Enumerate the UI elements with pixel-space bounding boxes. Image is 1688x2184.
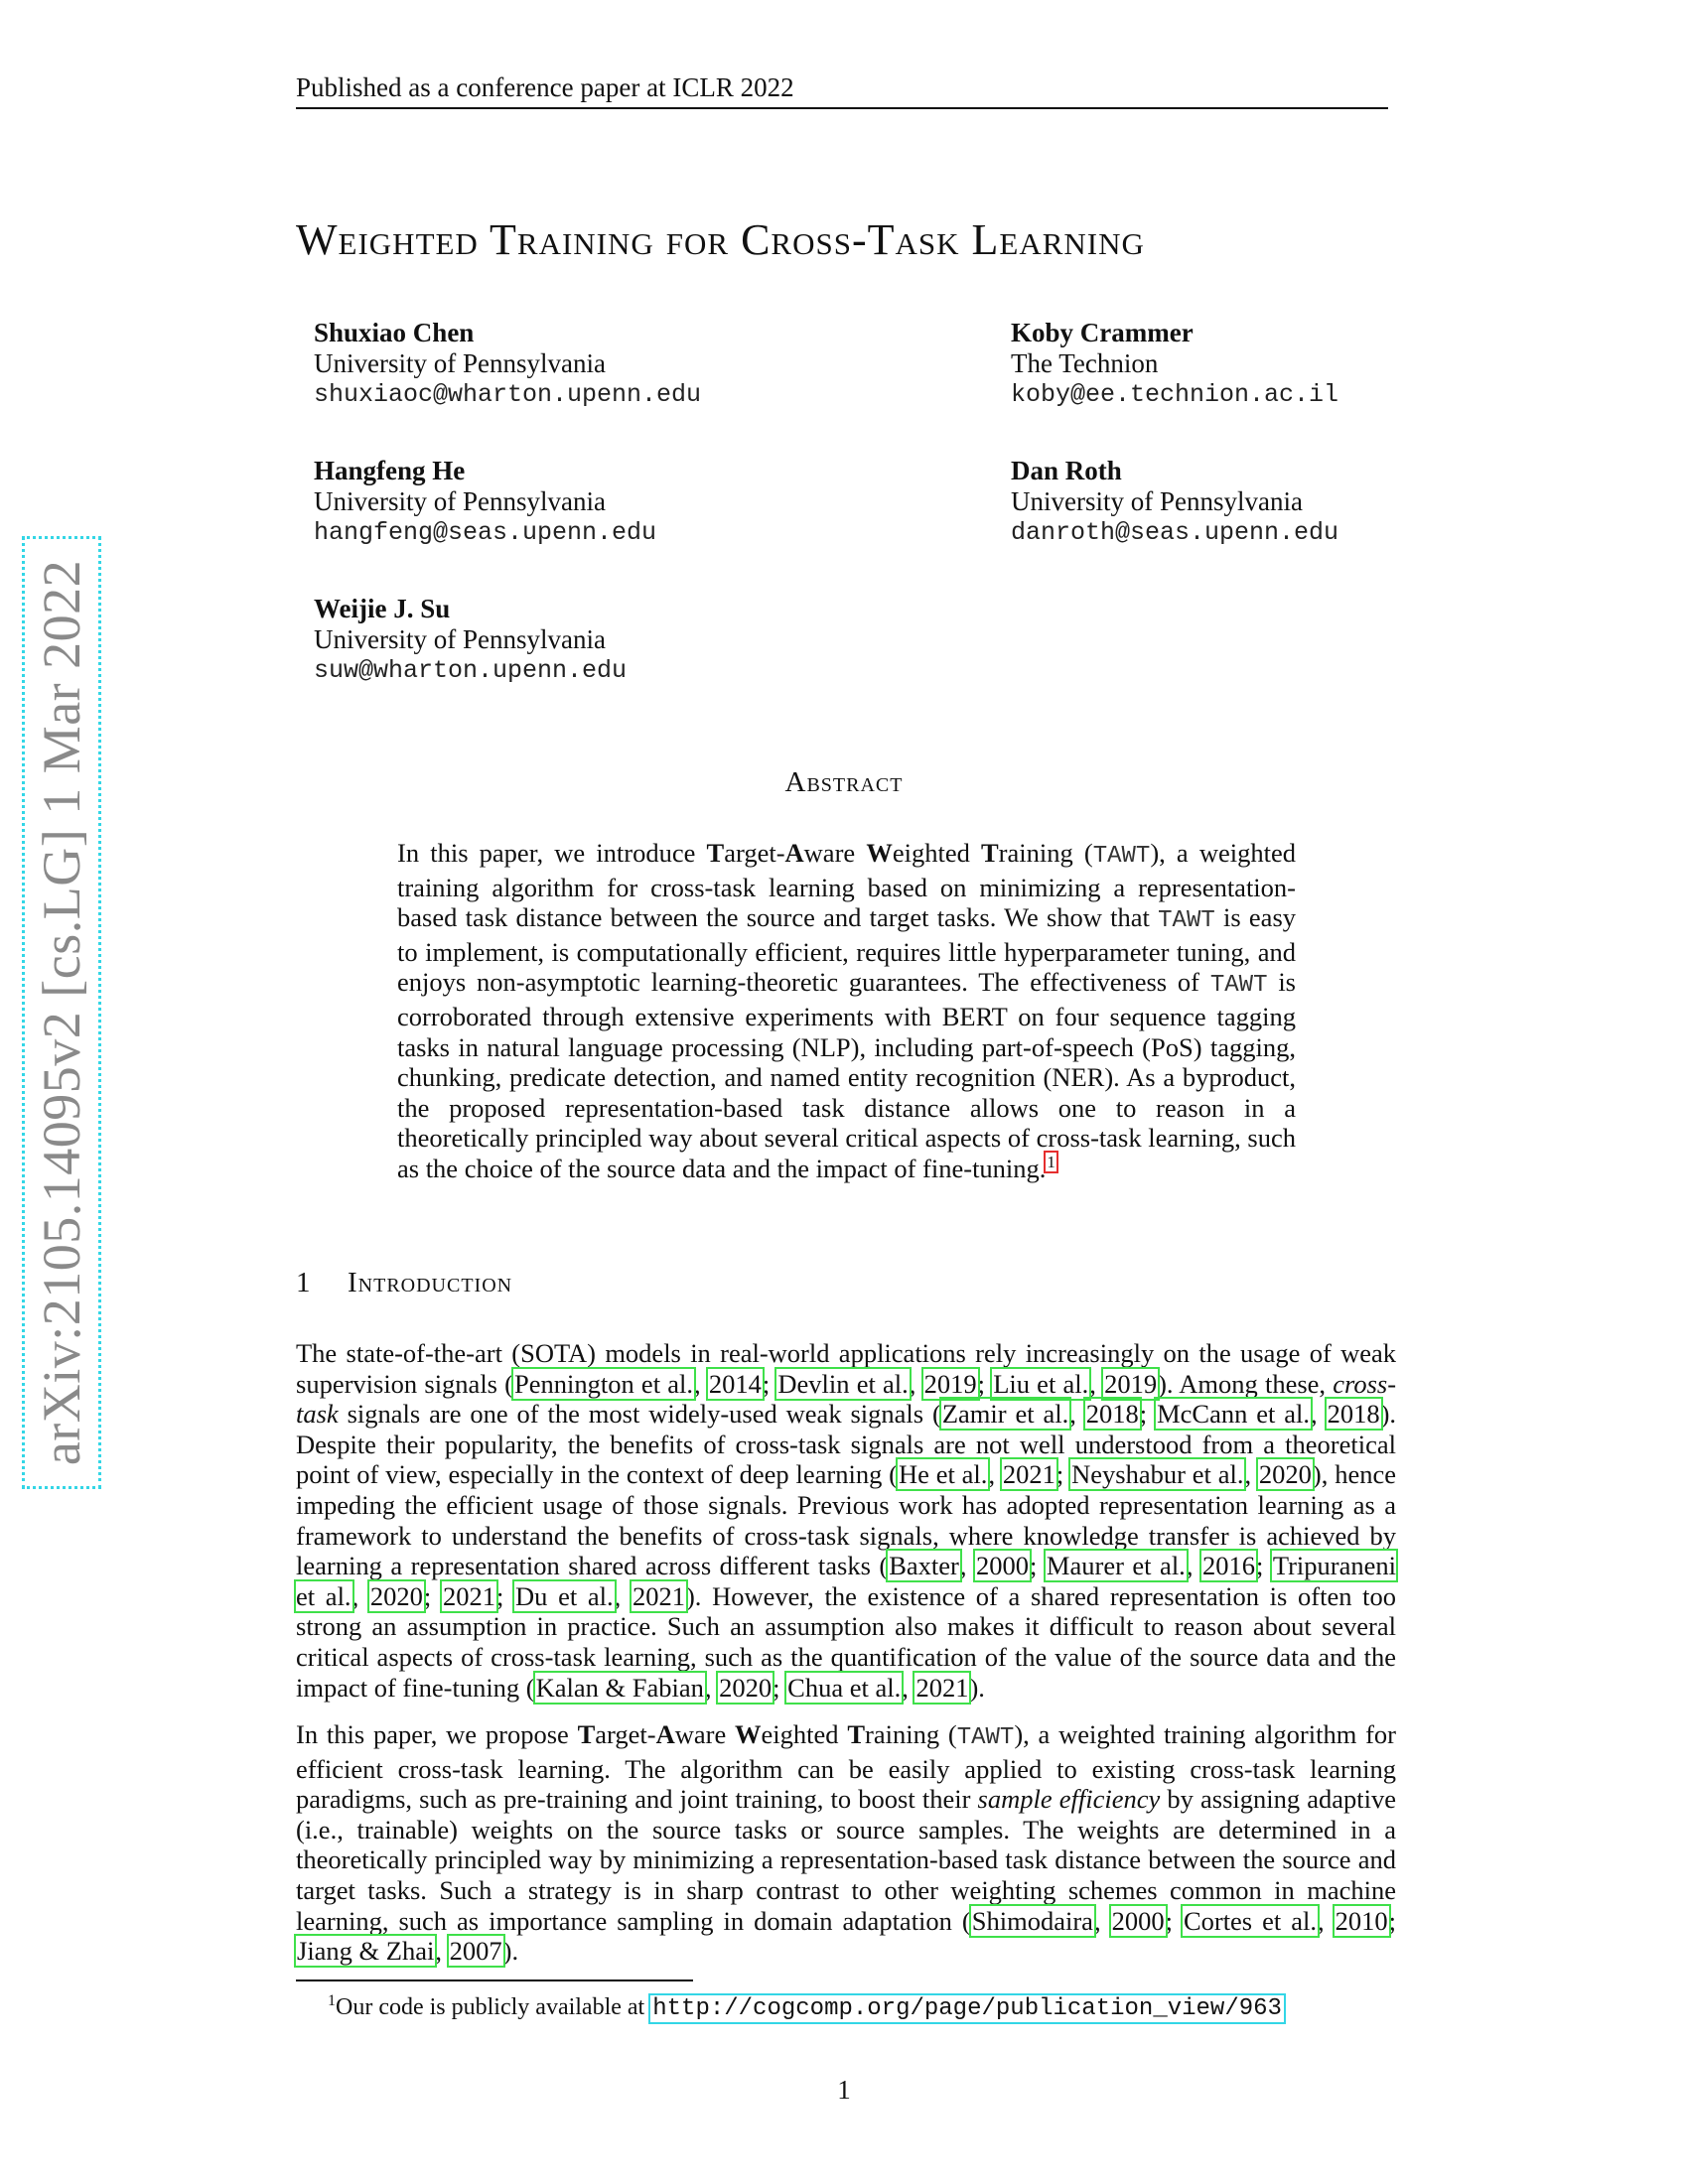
citation-link[interactable]: 2020 bbox=[369, 1580, 423, 1611]
author-name: Weijie J. Su bbox=[314, 594, 451, 623]
author-block bbox=[314, 456, 656, 548]
author-affiliation: The Technion bbox=[1011, 348, 1159, 378]
author-email: hangfeng@seas.upenn.edu bbox=[314, 518, 657, 547]
citation-link[interactable]: Shimodaira bbox=[971, 1905, 1093, 1936]
citation-link[interactable]: 2021 bbox=[442, 1580, 495, 1611]
author-email: shuxiaoc@wharton.upenn.edu bbox=[314, 380, 702, 409]
citation-link[interactable]: 2000 bbox=[976, 1551, 1030, 1581]
citation-link[interactable]: Devlin et al. bbox=[777, 1368, 909, 1399]
citation-link[interactable]: Jiang & Zhai bbox=[297, 1936, 435, 1967]
author-affiliation: University of Pennsylvania bbox=[314, 486, 606, 516]
citation-link[interactable]: Baxter bbox=[889, 1551, 959, 1581]
citation-link[interactable]: Liu et al. bbox=[993, 1368, 1089, 1399]
author-affiliation: University of Pennsylvania bbox=[1011, 486, 1303, 516]
author-affiliation: University of Pennsylvania bbox=[314, 348, 606, 378]
citation-link[interactable]: He et al. bbox=[898, 1459, 988, 1490]
citation-link[interactable]: Maurer et al. bbox=[1046, 1551, 1186, 1581]
arxiv-id: arXiv:2105.14095v2 [cs.LG] 1 Mar 2022 bbox=[32, 559, 92, 1466]
citation-link[interactable]: 2019 bbox=[1104, 1368, 1158, 1399]
section-heading: 1 Introduction bbox=[296, 1267, 513, 1298]
footnote: $^1$Our code is publicly available at http://cogcomp.org/page/publication_view/963 bbox=[328, 1992, 1282, 2022]
citation-link[interactable]: Du et al. bbox=[515, 1580, 614, 1611]
author-block bbox=[1011, 318, 1338, 410]
author-email: danroth@seas.upenn.edu bbox=[1011, 518, 1339, 547]
citation-link[interactable]: Zamir et al. bbox=[941, 1399, 1069, 1430]
citation-link[interactable]: 2014 bbox=[708, 1368, 762, 1399]
paper-title: Weighted Training for Cross-Task Learning bbox=[296, 215, 1145, 264]
citation-link[interactable]: 2019 bbox=[923, 1368, 977, 1399]
citation-link[interactable]: 2000 bbox=[1111, 1905, 1165, 1936]
citation-link[interactable]: 2021 bbox=[915, 1672, 969, 1703]
intro-paragraph-1: The state-of-the-art (SOTA) models in real-world applications rely increasingly on the usage of weak supervision signals (Pennington et al., 2014; Devlin et al., 2019; Liu et al., 2019). Among these, cross-task signals are one of the most widely-used weak signals (Zamir et al., 2018; McCann et al., 2018). Despite their popularity, the benefits of cross-task signals are not well understood from a theoretical point of view, especially in the context of deep learning (He et al., 2021; Neyshabur et al., 2020), hence impeding the efficient usage of those signals. Previous work has adopted representation learning as a framework to understand the benefits of cross-task signals, where knowledge transfer is achieved by learning a representation shared across different tasks (Baxter, 2000; Maurer et al., 2016; Tripuraneni et al., 2020; 2021; Du et al., 2021). However, the existence of a shared representation is often too strong an assumption in practice. Such an assumption also makes it difficult to reason about several critical aspects of cross-task learning, such as the quantification of the value of the source data and the impact of fine-tuning (Kalan & Fabian, 2020; Chua et al., 2021). bbox=[296, 1338, 1397, 1703]
citation-link[interactable]: 2020 bbox=[719, 1672, 773, 1703]
citation-link[interactable]: 2016 bbox=[1201, 1551, 1255, 1581]
citation-link[interactable]: 2021 bbox=[1002, 1459, 1055, 1490]
author-block bbox=[314, 318, 701, 410]
author-block bbox=[1011, 456, 1338, 548]
citation-link[interactable]: Pennington et al. bbox=[514, 1368, 694, 1399]
intro-paragraph-2: In this paper, we propose Target-Aware Weighted Training (TAWT), a weighted training algorithm for efficient cross-task learning. The algorithm can be easily applied to existing cross-task learning paradigms, such as pre-training and joint training, to boost their sample efficiency by assigning adaptive (i.e., trainable) weights on the source tasks or source samples. The weights are determined in a theoretically principled way by minimizing a representation-based task distance between the source and target tasks. Such a strategy is in sharp contrast to other weighting schemes common in machine learning, such as importance sampling in domain adaptation (Shimodaira, 2000; Cortes et al., 2010; Jiang & Zhai, 2007). bbox=[296, 1719, 1397, 1967]
author-name: Koby Crammer bbox=[1011, 318, 1194, 347]
citation-link[interactable]: 2007 bbox=[449, 1936, 502, 1967]
footnote-divider bbox=[296, 1979, 693, 1981]
citation-link[interactable]: Kalan & Fabian bbox=[535, 1672, 704, 1703]
abstract-heading: Abstract bbox=[784, 766, 904, 798]
running-header: Published as a conference paper at ICLR 2022 bbox=[296, 69, 1388, 109]
code-url-link[interactable]: http://cogcomp.org/page/publication_view/963 bbox=[652, 1995, 1282, 2022]
author-affiliation: University of Pennsylvania bbox=[314, 624, 606, 654]
author-block bbox=[314, 594, 627, 686]
citation-link[interactable]: 2018 bbox=[1085, 1399, 1139, 1430]
citation-link[interactable]: Neyshabur et al. bbox=[1071, 1459, 1244, 1490]
citation-link[interactable]: Chua et al. bbox=[787, 1672, 902, 1703]
author-email: suw@wharton.upenn.edu bbox=[314, 656, 628, 685]
arxiv-stamp[interactable] bbox=[22, 536, 101, 1489]
author-name: Dan Roth bbox=[1011, 456, 1122, 485]
citation-link[interactable]: 2018 bbox=[1327, 1399, 1380, 1430]
citation-link[interactable]: McCann et al. bbox=[1157, 1399, 1311, 1430]
abstract-text: In this paper, we introduce Target-Aware Weighted Training (TAWT), a weighted training algorithm for cross-task learning based on minimizing a representation-based task distance between the source and target tasks. We show that TAWT is easy to implement, is computationally efficient, requires little hyperparameter tuning, and enjoys non-asymptotic learning-theoretic guarantees. The effectiveness of TAWT is corroborated through extensive experiments with BERT on four sequence tagging tasks in natural language processing (NLP), including part-of-speech (PoS) tagging, chunking, predicate detection, and named entity recognition (NER). As a byproduct, the proposed representation-based task distance allows one to reason in a theoretically principled way about several critical aspects of cross-task learning, such as the choice of the source data and the impact of fine-tuning.$^1$ bbox=[397, 838, 1297, 1183]
citation-link[interactable]: Cortes et al. bbox=[1183, 1905, 1317, 1936]
citation-link[interactable]: Tripuraneni et al. bbox=[296, 1551, 1396, 1611]
author-name: Hangfeng He bbox=[314, 456, 466, 485]
citation-link[interactable]: 2021 bbox=[632, 1580, 685, 1611]
citation-link[interactable]: 2010 bbox=[1335, 1905, 1388, 1936]
citation-link[interactable]: 2020 bbox=[1258, 1459, 1312, 1490]
author-email: koby@ee.technion.ac.il bbox=[1011, 380, 1339, 409]
method-name: TAWT bbox=[1092, 843, 1151, 870]
footnote-link[interactable]: 1 bbox=[1047, 1153, 1055, 1172]
author-name: Shuxiao Chen bbox=[314, 318, 475, 347]
page-number: 1 bbox=[837, 2075, 851, 2105]
